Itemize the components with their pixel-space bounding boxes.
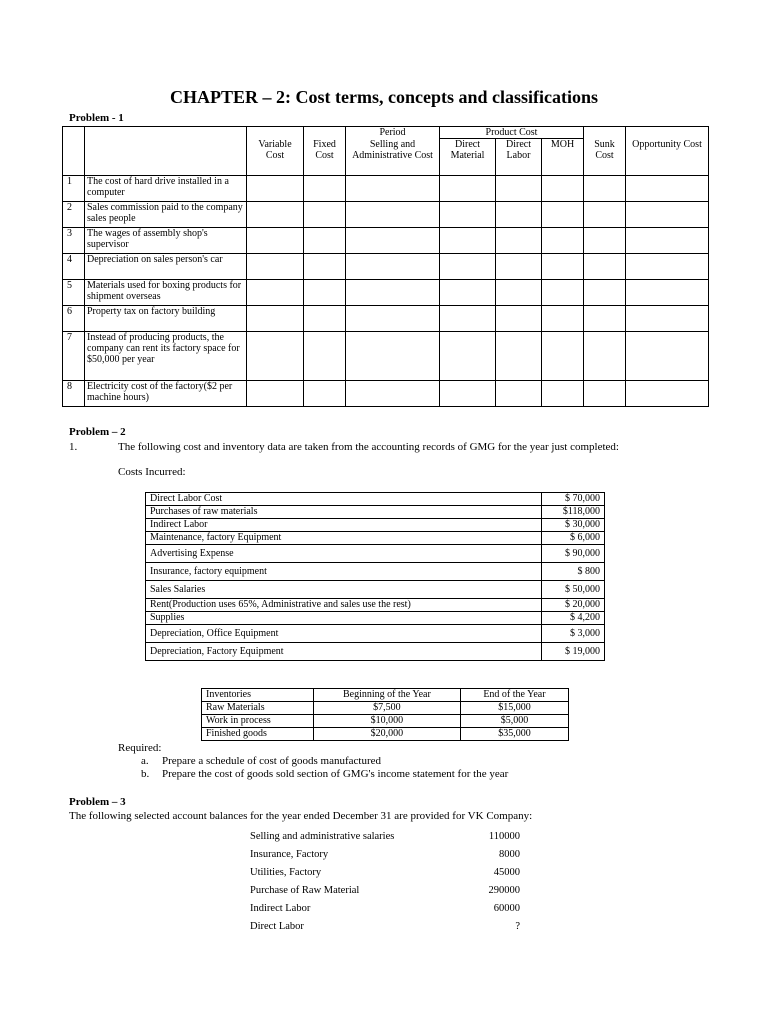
cost-value: $ 90,000 <box>542 545 605 563</box>
account-label: Utilities, Factory <box>250 867 322 878</box>
end-value: $35,000 <box>460 728 568 741</box>
inventories-table <box>201 688 569 741</box>
beginning-value: $20,000 <box>313 728 460 741</box>
table-row <box>146 532 605 545</box>
answer-cell <box>584 380 626 406</box>
table-row <box>202 702 569 715</box>
answer-cell <box>496 279 542 305</box>
answer-cell <box>440 305 496 331</box>
row-description: Depreciation on sales person's car <box>85 253 247 279</box>
header-blank <box>247 127 304 139</box>
col-selling-admin-cost: Selling and Administrative Cost <box>346 139 440 176</box>
col-opportunity-cost: Opportunity Cost <box>626 139 709 176</box>
table-row <box>146 519 605 532</box>
cost-label: Direct Labor Cost <box>146 493 542 506</box>
row-number: 4 <box>63 253 85 279</box>
inventory-label: Raw Materials <box>202 702 314 715</box>
product-cost-group-header: Product Cost <box>440 127 584 139</box>
costs-incurred-label: Costs Incurred: <box>118 466 186 478</box>
answer-cell <box>247 253 304 279</box>
list-item <box>250 867 520 881</box>
col-moh: MOH <box>542 139 584 176</box>
answer-cell <box>542 175 584 201</box>
answer-cell <box>542 380 584 406</box>
answer-cell <box>584 201 626 227</box>
cost-label: Supplies <box>146 612 542 625</box>
table-row <box>146 545 605 563</box>
answer-cell <box>440 279 496 305</box>
header-blank <box>85 127 247 139</box>
list-item <box>250 921 520 935</box>
answer-cell <box>542 279 584 305</box>
answer-cell <box>304 201 346 227</box>
row-description: Instead of producing products, the company can rent its factory space for $50,000 per year <box>85 331 247 380</box>
period-group-header: Period <box>346 127 440 139</box>
row-number: 6 <box>63 305 85 331</box>
row-number: 3 <box>63 227 85 253</box>
cost-label: Depreciation, Office Equipment <box>146 625 542 643</box>
answer-cell <box>247 175 304 201</box>
table-row <box>202 715 569 728</box>
header-blank <box>85 139 247 176</box>
required-item-b: Prepare the cost of goods sold section of GMG's income statement for the year <box>162 768 509 780</box>
cost-label: Rent(Production uses 65%, Administrative and sales use the rest) <box>146 599 542 612</box>
list-item <box>250 903 520 917</box>
table-row <box>63 305 709 331</box>
table-row <box>146 563 605 581</box>
answer-cell <box>496 201 542 227</box>
answer-cell <box>542 305 584 331</box>
table-row <box>146 506 605 519</box>
beginning-value: $10,000 <box>313 715 460 728</box>
answer-cell <box>440 175 496 201</box>
account-value: 45000 <box>493 867 520 878</box>
cost-value: $ 30,000 <box>542 519 605 532</box>
required-marker-a: a. <box>141 755 149 767</box>
account-label: Indirect Labor <box>250 903 311 914</box>
row-number: 7 <box>63 331 85 380</box>
problem-3-heading: Problem – 3 <box>69 796 126 808</box>
list-item <box>250 885 520 899</box>
cost-value: $118,000 <box>542 506 605 519</box>
table-row <box>63 279 709 305</box>
cost-label: Advertising Expense <box>146 545 542 563</box>
col-direct-material: Direct Material <box>440 139 496 176</box>
answer-cell <box>584 331 626 380</box>
row-number: 8 <box>63 380 85 406</box>
problem-1-column-header-row <box>63 139 709 176</box>
account-label: Direct Labor <box>250 921 304 932</box>
answer-cell <box>542 227 584 253</box>
answer-cell <box>346 201 440 227</box>
table-row <box>146 599 605 612</box>
answer-cell <box>346 331 440 380</box>
table-row <box>63 175 709 201</box>
row-description: Sales commission paid to the company sales people <box>85 201 247 227</box>
account-label: Insurance, Factory <box>250 849 329 860</box>
cost-label: Maintenance, factory Equipment <box>146 532 542 545</box>
cost-value: $ 6,000 <box>542 532 605 545</box>
cost-value: $ 70,000 <box>542 493 605 506</box>
account-label: Purchase of Raw Material <box>250 885 360 896</box>
cost-label: Indirect Labor <box>146 519 542 532</box>
cost-value: $ 19,000 <box>542 643 605 661</box>
table-header-row <box>202 689 569 702</box>
answer-cell <box>584 227 626 253</box>
beginning-of-year-header: Beginning of the Year <box>313 689 460 702</box>
header-blank <box>304 127 346 139</box>
problem-1-heading: Problem - 1 <box>69 112 124 124</box>
problem-2-item-number: 1. <box>69 441 78 453</box>
list-item <box>250 831 520 845</box>
table-row <box>202 728 569 741</box>
answer-cell <box>247 305 304 331</box>
problem-3-intro: The following selected account balances for the year ended December 31 are provided for VK Company: <box>69 810 533 822</box>
row-description: The wages of assembly shop's supervisor <box>85 227 247 253</box>
answer-cell <box>584 253 626 279</box>
answer-cell <box>626 331 709 380</box>
table-row <box>146 625 605 643</box>
answer-cell <box>542 201 584 227</box>
answer-cell <box>626 227 709 253</box>
table-row <box>146 493 605 506</box>
account-value: 290000 <box>488 885 520 896</box>
inventory-label: Finished goods <box>202 728 314 741</box>
table-row <box>63 201 709 227</box>
row-number: 5 <box>63 279 85 305</box>
answer-cell <box>247 227 304 253</box>
cost-value: $ 3,000 <box>542 625 605 643</box>
answer-cell <box>346 279 440 305</box>
table-row <box>146 581 605 599</box>
required-marker-b: b. <box>141 768 150 780</box>
answer-cell <box>304 175 346 201</box>
end-value: $5,000 <box>460 715 568 728</box>
problem-1-group-header-row <box>63 127 709 139</box>
answer-cell <box>304 331 346 380</box>
list-item <box>250 849 520 863</box>
row-description: Electricity cost of the factory($2 per machine hours) <box>85 380 247 406</box>
end-value: $15,000 <box>460 702 568 715</box>
answer-cell <box>542 253 584 279</box>
costs-incurred-table <box>145 492 605 661</box>
account-value: 8000 <box>499 849 520 860</box>
required-label: Required: <box>118 742 162 754</box>
answer-cell <box>440 380 496 406</box>
answer-cell <box>496 253 542 279</box>
cost-label: Purchases of raw materials <box>146 506 542 519</box>
table-row <box>63 380 709 406</box>
answer-cell <box>304 279 346 305</box>
answer-cell <box>346 175 440 201</box>
col-variable-cost: Variable Cost <box>247 139 304 176</box>
answer-cell <box>440 331 496 380</box>
end-of-year-header: End of the Year <box>460 689 568 702</box>
table-row <box>146 612 605 625</box>
row-description: The cost of hard drive installed in a computer <box>85 175 247 201</box>
answer-cell <box>247 331 304 380</box>
table-row <box>146 643 605 661</box>
answer-cell <box>304 380 346 406</box>
problem-1-table <box>62 126 709 407</box>
inventories-header: Inventories <box>202 689 314 702</box>
answer-cell <box>247 279 304 305</box>
answer-cell <box>440 201 496 227</box>
inventory-label: Work in process <box>202 715 314 728</box>
answer-cell <box>496 331 542 380</box>
cost-value: $ 800 <box>542 563 605 581</box>
answer-cell <box>247 201 304 227</box>
account-value: ? <box>515 921 520 932</box>
row-number: 1 <box>63 175 85 201</box>
row-number: 2 <box>63 201 85 227</box>
answer-cell <box>304 227 346 253</box>
answer-cell <box>346 253 440 279</box>
col-fixed-cost: Fixed Cost <box>304 139 346 176</box>
problem-2-heading: Problem – 2 <box>69 426 126 438</box>
problem-2-intro: The following cost and inventory data are taken from the accounting records of GMG for the year just completed: <box>118 441 619 453</box>
account-label: Selling and administrative salaries <box>250 831 395 842</box>
answer-cell <box>496 305 542 331</box>
table-row <box>63 227 709 253</box>
row-description: Materials used for boxing products for shipment overseas <box>85 279 247 305</box>
answer-cell <box>440 253 496 279</box>
answer-cell <box>584 175 626 201</box>
table-row <box>63 253 709 279</box>
answer-cell <box>346 380 440 406</box>
answer-cell <box>346 227 440 253</box>
answer-cell <box>584 279 626 305</box>
answer-cell <box>626 305 709 331</box>
beginning-value: $7,500 <box>313 702 460 715</box>
table-row <box>63 331 709 380</box>
answer-cell <box>626 253 709 279</box>
header-blank <box>626 127 709 139</box>
required-item-a: Prepare a schedule of cost of goods manufactured <box>162 755 382 767</box>
answer-cell <box>496 175 542 201</box>
row-description: Property tax on factory building <box>85 305 247 331</box>
answer-cell <box>626 175 709 201</box>
answer-cell <box>584 305 626 331</box>
cost-value: $ 20,000 <box>542 599 605 612</box>
answer-cell <box>542 331 584 380</box>
answer-cell <box>346 305 440 331</box>
answer-cell <box>304 253 346 279</box>
header-blank <box>584 127 626 139</box>
answer-cell <box>626 279 709 305</box>
cost-value: $ 4,200 <box>542 612 605 625</box>
cost-label: Sales Salaries <box>146 581 542 599</box>
answer-cell <box>626 201 709 227</box>
col-sunk-cost: Sunk Cost <box>584 139 626 176</box>
cost-label: Insurance, factory equipment <box>146 563 542 581</box>
account-value: 60000 <box>493 903 520 914</box>
header-blank <box>63 127 85 139</box>
answer-cell <box>626 380 709 406</box>
cost-value: $ 50,000 <box>542 581 605 599</box>
page-title: CHAPTER – 2: Cost terms, concepts and classifications <box>170 87 598 107</box>
answer-cell <box>496 227 542 253</box>
answer-cell <box>304 305 346 331</box>
col-direct-labor: Direct Labor <box>496 139 542 176</box>
answer-cell <box>247 380 304 406</box>
account-value: 110000 <box>488 831 520 842</box>
header-blank <box>63 139 85 176</box>
answer-cell <box>496 380 542 406</box>
cost-label: Depreciation, Factory Equipment <box>146 643 542 661</box>
answer-cell <box>440 227 496 253</box>
